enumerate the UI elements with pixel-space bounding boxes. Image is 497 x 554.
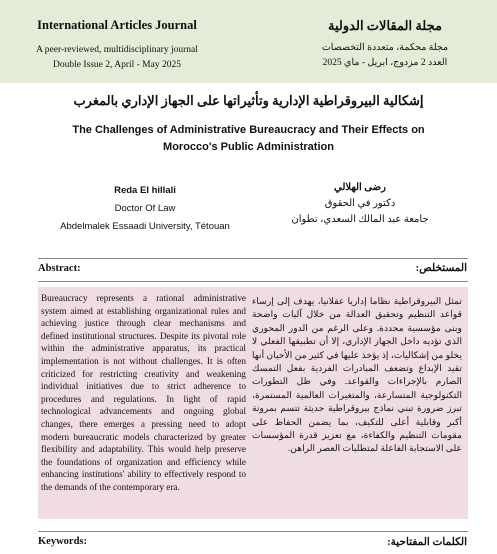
journal-header-ar bbox=[285, 6, 485, 68]
author-block-en bbox=[55, 185, 235, 239]
journal-title-ar: مجلة المقالات الدولية bbox=[328, 18, 442, 33]
article-title-en-line1: The Challenges of Administrative Bureaucracy and Their Effects on bbox=[72, 124, 425, 136]
journal-issue-ar: العدد 2 مزدوج، ابريل - ماي 2025 bbox=[322, 58, 448, 68]
abstract-text-ar: تمثل البيروقراطية نظاما إداريا عقلانيا، يهدف إلى إرساء قواعد التنظيم وتحقيق العدالة من خلال آليات واضحة وبنى مؤسسية محددة. وعلى الرغم من الدور المحوري الذي تؤديه داخل الجهاز الإداري، إلا أن تطبيقها الفعلي لا يخلو من إشكاليات، إذ يؤخذ عليها في كثير من الأحيان أنها تقيد الإبداع وتضعف المبادرات الفردية بفعل التمسك الصارم بالإجراءات والقواعد. وفي ظل التطورات التكنولوجية المتسارعة، والمتغيرات العالمية المستمرة، تبرز ضرورة تبني نماذج بيروقراطية حديثة تتسم بمرونة أكبر وقابلية أعلى للتكيف، بما يضمن الحفاظ على مقومات التنظيم والكفاءة، مع تعزيز قدرة المؤسسات على الاستجابة الفاعلة لمتطلبات العصر الراهن. bbox=[252, 296, 462, 454]
abstract-text-en: Bureaucracy represents a rational administrative system aimed at establishing organizational rules and achieving justice through clear mechanisms and defined institutional structures. Despite its pivotal role within the administrative apparatus, its practical implementation is not without challenges. It is often criticized for restricting creativity and weakening individual initiatives due to strict adherence to procedures and regulations. In light of rapid technological advancements and ongoing global changes, there emerges a pressing need to adopt modern bureaucratic models characterized by greater flexibility and adaptability. This would help preserve the foundations of organization and efficiency while enhancing institutions' ability to effectively respond to the demands of the contemporary era. bbox=[41, 293, 246, 492]
author-affiliation-en: Abdelmalek Essaadi University, Tétouan bbox=[60, 221, 230, 232]
abstract-label-en: Abstract: bbox=[38, 263, 81, 274]
journal-subtitle-en: A peer-reviewed, multidisciplinary journal bbox=[36, 45, 198, 55]
author-degree-ar: دكتور في الحقوق bbox=[324, 198, 396, 209]
keywords-label-ar: الكلمات المفتاحية: bbox=[387, 537, 467, 548]
article-title-en-line2: Morocco's Public Administration bbox=[163, 141, 334, 153]
abstract-label-ar: المستخلص: bbox=[415, 263, 467, 274]
author-affiliation-ar: جامعة عبد المالك السعدي، تطوان bbox=[291, 214, 429, 225]
keywords-label-en: Keywords: bbox=[38, 536, 87, 547]
journal-subtitle-ar: مجلة محكمة، متعددة التخصصات bbox=[321, 43, 449, 53]
author-block-ar bbox=[270, 182, 450, 230]
article-title-en bbox=[30, 122, 467, 156]
author-name-ar: رضى الهلالي bbox=[334, 182, 386, 193]
abstract-header-divider bbox=[38, 281, 468, 282]
article-title-ar: إشكالية البيروقراطية الإدارية وتأثيراتها على الجهاز الإداري بالمغرب bbox=[73, 93, 424, 108]
journal-title-en: International Articles Journal bbox=[37, 18, 197, 32]
journal-header-en bbox=[12, 6, 222, 70]
author-degree-en: Doctor Of Law bbox=[114, 203, 176, 214]
keywords-divider bbox=[38, 531, 468, 532]
abstract-top-divider bbox=[38, 258, 468, 259]
journal-issue-en: Double Issue 2, April - May 2025 bbox=[53, 60, 181, 70]
author-name-en: Reda El hillali bbox=[114, 185, 176, 196]
